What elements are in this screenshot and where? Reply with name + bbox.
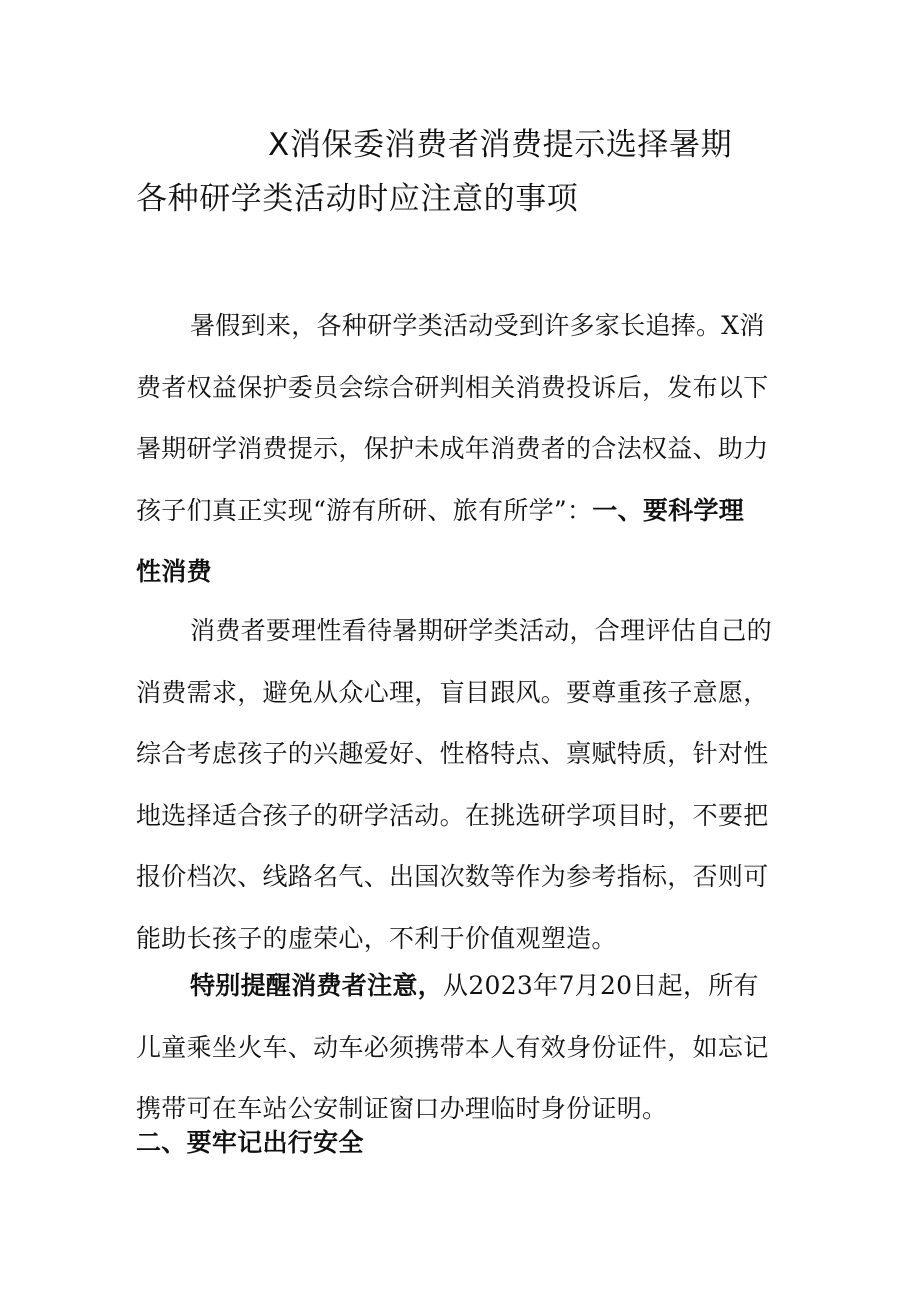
special-reminder-paragraph [136,955,796,1140]
paragraph-line: 报价档次、线路名气、出国次数等作为参考指标，否则可 [136,862,769,891]
paragraph-line: 暑假到来，各种研学类活动受到许多家长追捧。X消 [190,311,765,340]
title-line-2: 各种研学类活动时应注意的事项 [136,181,579,217]
paragraph-line: 能助长孩子的虚荣心，不利于价值观塑造。 [136,923,617,953]
section-heading-1: 一、要科学理 [592,495,745,525]
paragraph-line: 暑期研学消费提示，保护未成年消费者的合法权益、助力 [136,434,769,463]
paragraph-line: 携带可在车站公安制证窗口办理临时身份证明。 [136,1094,668,1123]
paragraph-text: 孩子们真正实现“游有所研、旅有所学”： [136,495,593,525]
document-title [136,118,796,226]
paragraph-line [136,955,796,1017]
title-line-1: X消保委消费者消费提示选择暑期 [268,127,733,163]
paragraph-text: 从2023年7月20日起，所有 [443,971,759,1000]
paragraph-line: 儿童乘坐火车、动车必须携带本人有效身份证件，如忘记 [136,1032,769,1062]
paragraph-line: 地选择适合孩子的研学活动。在挑选研学项目时，不要把 [136,800,769,830]
paragraph-line: 综合考虑孩子的兴趣爱好、性格特点、禀赋特质，针对性 [136,739,769,768]
reminder-label: 特别提醒消费者注意， [190,971,444,1000]
paragraph-line [136,480,796,542]
paragraph-line: 费者权益保护委员会综合研判相关消费投诉后，发布以下 [136,372,769,402]
section-heading-1-continued: 性消费 [136,557,212,586]
intro-paragraph [136,295,796,603]
paragraph-line: 消费需求，避免从众心理，盲目跟风。要尊重孩子意愿， [136,677,769,707]
paragraph-line: 消费者要理性看待暑期研学类活动，合理评估自己的 [190,616,772,645]
section-heading-2: 二、要牢记出行安全 [136,1128,364,1157]
rational-consumption-paragraph [136,600,796,969]
